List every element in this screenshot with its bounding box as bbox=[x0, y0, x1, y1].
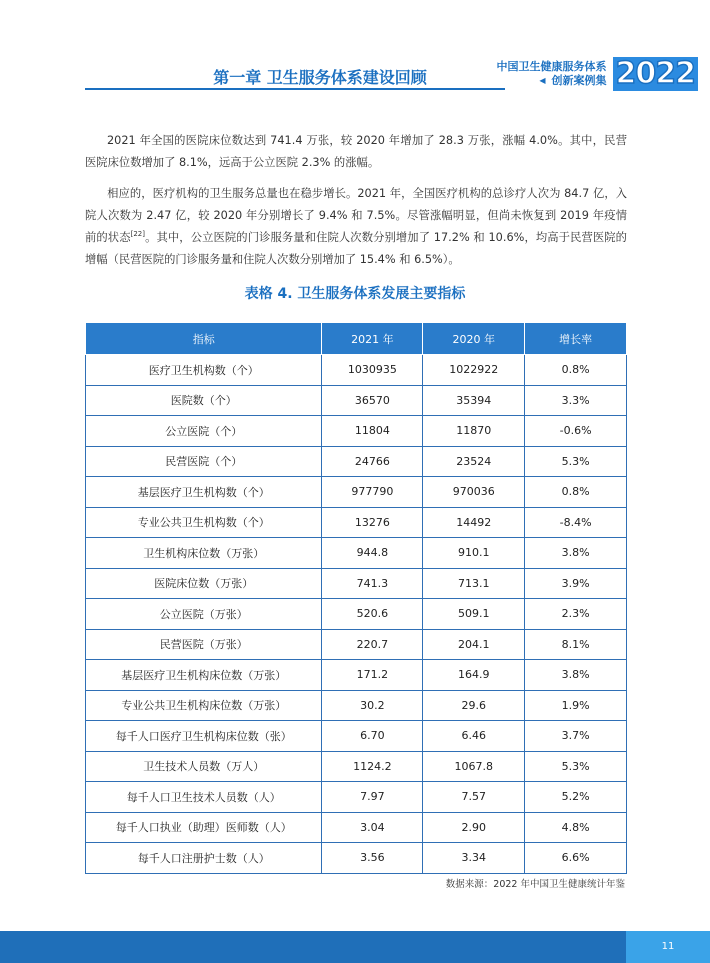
cell-growth: 5.3% bbox=[525, 751, 627, 782]
paragraph-1 bbox=[85, 130, 627, 174]
header-2020: 2020 年 bbox=[423, 323, 525, 355]
cell-indicator: 每千人口执业（助理）医师数（人） bbox=[86, 812, 322, 843]
table-row bbox=[86, 385, 627, 416]
cell-indicator: 专业公共卫生机构床位数（万张） bbox=[86, 690, 322, 721]
cell-indicator: 每千人口医疗卫生机构床位数（张） bbox=[86, 721, 322, 752]
cell-growth: 5.3% bbox=[525, 446, 627, 477]
table-row bbox=[86, 355, 627, 386]
table-title: 表格 4. 卫生服务体系发展主要指标 bbox=[244, 286, 466, 302]
paragraph-2-text-a: 相应的，医疗机构的卫生服务总量也在稳步增长。2021 年，全国医疗机构的总诊疗人次为 84.7 亿，入院人次数为 2.47 亿，较 2020 年分别增长了 9.4% 和 7.5%。尽管涨幅明显，但尚未恢复到 2019 年疫情前的状态 bbox=[85, 187, 627, 244]
cell-indicator: 每千人口卫生技术人员数（人） bbox=[86, 782, 322, 813]
cell-2021: 6.70 bbox=[322, 721, 423, 752]
cell-2021: 944.8 bbox=[322, 538, 423, 569]
cell-growth: 8.1% bbox=[525, 629, 627, 660]
paragraph-2-text-b: 。其中，公立医院的门诊服务量和住院人次数分别增加了 17.2% 和 10.6%，均高于民营医院的增幅（民营医院的门诊服务量和住院人次数分别增加了 15.4% 和 6.5%）。 bbox=[85, 231, 627, 266]
brand-text bbox=[497, 60, 607, 88]
cell-2021: 3.56 bbox=[322, 843, 423, 874]
cell-2020: 164.9 bbox=[423, 660, 525, 691]
header-indicator: 指标 bbox=[86, 323, 322, 355]
cell-indicator: 基层医疗卫生机构床位数（万张） bbox=[86, 660, 322, 691]
brand-line-2-row bbox=[497, 74, 607, 88]
cell-indicator: 专业公共卫生机构数（个） bbox=[86, 507, 322, 538]
cell-2020: 970036 bbox=[423, 477, 525, 508]
cell-2020: 23524 bbox=[423, 446, 525, 477]
cell-2021: 977790 bbox=[322, 477, 423, 508]
cell-growth: 5.2% bbox=[525, 782, 627, 813]
cell-indicator: 民营医院（个） bbox=[86, 446, 322, 477]
cell-growth: 1.9% bbox=[525, 690, 627, 721]
citation-ref: [22] bbox=[130, 230, 145, 239]
cell-indicator: 医院数（个） bbox=[86, 385, 322, 416]
cell-2021: 220.7 bbox=[322, 629, 423, 660]
cell-growth: 4.8% bbox=[525, 812, 627, 843]
cell-2021: 520.6 bbox=[322, 599, 423, 630]
brand-year: 2022 bbox=[613, 57, 699, 91]
cell-indicator: 基层医疗卫生机构数（个） bbox=[86, 477, 322, 508]
paragraph-2 bbox=[85, 183, 627, 271]
cell-indicator: 民营医院（万张） bbox=[86, 629, 322, 660]
cell-2020: 713.1 bbox=[423, 568, 525, 599]
cell-2021: 11804 bbox=[322, 416, 423, 447]
table-row bbox=[86, 690, 627, 721]
cell-growth: 3.3% bbox=[525, 385, 627, 416]
cell-2021: 1030935 bbox=[322, 355, 423, 386]
table-row bbox=[86, 660, 627, 691]
brand-logo bbox=[497, 57, 699, 91]
cell-indicator: 每千人口注册护士数（人） bbox=[86, 843, 322, 874]
cell-2021: 1124.2 bbox=[322, 751, 423, 782]
table-row bbox=[86, 446, 627, 477]
cell-indicator: 公立医院（个） bbox=[86, 416, 322, 447]
cell-2021: 13276 bbox=[322, 507, 423, 538]
table-row bbox=[86, 507, 627, 538]
chapter-title: 第一章 卫生服务体系建设回顾 bbox=[213, 68, 427, 87]
cell-growth: 0.8% bbox=[525, 355, 627, 386]
cell-2020: 7.57 bbox=[423, 782, 525, 813]
cell-2021: 30.2 bbox=[322, 690, 423, 721]
cell-indicator: 公立医院（万张） bbox=[86, 599, 322, 630]
table-row bbox=[86, 599, 627, 630]
cell-2020: 1067.8 bbox=[423, 751, 525, 782]
header-growth: 增长率 bbox=[525, 323, 627, 355]
cell-2021: 171.2 bbox=[322, 660, 423, 691]
page-number: 11 bbox=[626, 931, 710, 963]
table-row bbox=[86, 812, 627, 843]
brand-line-1: 中国卫生健康服务体系 bbox=[496, 60, 607, 73]
cell-2021: 24766 bbox=[322, 446, 423, 477]
cell-indicator: 卫生机构床位数（万张） bbox=[86, 538, 322, 569]
table-row bbox=[86, 843, 627, 874]
cell-growth: -0.6% bbox=[525, 416, 627, 447]
cell-2020: 11870 bbox=[423, 416, 525, 447]
table-row bbox=[86, 721, 627, 752]
brand-line-2: 创新案例集 bbox=[551, 74, 607, 87]
page-footer bbox=[0, 931, 710, 963]
cell-growth: -8.4% bbox=[525, 507, 627, 538]
table-row bbox=[86, 416, 627, 447]
cell-2021: 7.97 bbox=[322, 782, 423, 813]
cell-2020: 29.6 bbox=[423, 690, 525, 721]
table-row bbox=[86, 629, 627, 660]
cell-growth: 3.8% bbox=[525, 538, 627, 569]
cell-indicator: 卫生技术人员数（万人） bbox=[86, 751, 322, 782]
cell-2021: 3.04 bbox=[322, 812, 423, 843]
cell-growth: 3.7% bbox=[525, 721, 627, 752]
table-row bbox=[86, 568, 627, 599]
table-header-row bbox=[86, 323, 627, 355]
cell-2020: 204.1 bbox=[423, 629, 525, 660]
table-row bbox=[86, 538, 627, 569]
paragraph-1-text: 2021 年全国的医院床位数达到 741.4 万张，较 2020 年增加了 28.3 万张，涨幅 4.0%。其中，民营医院床位数增加了 8.1%，远高于公立医院 2.3% 的涨幅。 bbox=[85, 134, 627, 169]
cell-2020: 2.90 bbox=[423, 812, 525, 843]
cell-indicator: 医院床位数（万张） bbox=[86, 568, 322, 599]
table-body bbox=[86, 355, 627, 874]
cell-2020: 14492 bbox=[423, 507, 525, 538]
cell-2021: 36570 bbox=[322, 385, 423, 416]
table-row bbox=[86, 782, 627, 813]
header-divider bbox=[85, 88, 505, 90]
speaker-icon: ◀ bbox=[539, 76, 546, 85]
cell-growth: 3.8% bbox=[525, 660, 627, 691]
cell-growth: 0.8% bbox=[525, 477, 627, 508]
cell-2020: 910.1 bbox=[423, 538, 525, 569]
indicators-table bbox=[85, 322, 627, 874]
cell-growth: 6.6% bbox=[525, 843, 627, 874]
cell-2020: 35394 bbox=[423, 385, 525, 416]
cell-growth: 3.9% bbox=[525, 568, 627, 599]
cell-2020: 1022922 bbox=[423, 355, 525, 386]
cell-growth: 2.3% bbox=[525, 599, 627, 630]
cell-2020: 6.46 bbox=[423, 721, 525, 752]
cell-2020: 3.34 bbox=[423, 843, 525, 874]
table-row bbox=[86, 477, 627, 508]
cell-2020: 509.1 bbox=[423, 599, 525, 630]
data-source: 数据来源：2022 年中国卫生健康统计年鉴 bbox=[445, 879, 625, 890]
cell-indicator: 医疗卫生机构数（个） bbox=[86, 355, 322, 386]
header-2021: 2021 年 bbox=[322, 323, 423, 355]
cell-2021: 741.3 bbox=[322, 568, 423, 599]
page-header bbox=[0, 55, 710, 93]
table-row bbox=[86, 751, 627, 782]
